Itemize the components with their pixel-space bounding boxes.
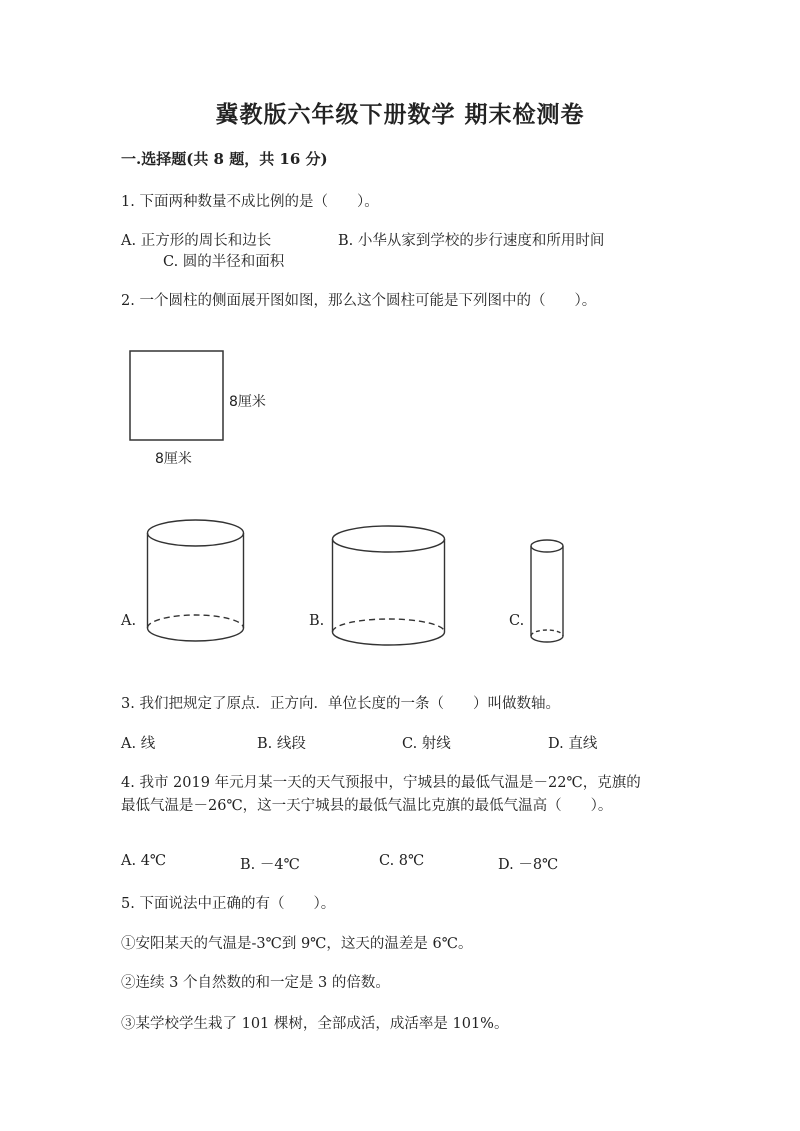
q1-option-c: C. 圆的半径和面积 <box>163 254 285 270</box>
q4-option-a: A. 4℃ <box>121 853 167 869</box>
q5-statement-2: ②连续 3 个自然数的和一定是 3 的倍数。 <box>121 975 390 991</box>
q2-stem: 2. 一个圆柱的侧面展开图如图，那么这个圆柱可能是下列图中的（ ）。 <box>121 293 597 309</box>
q5-statement-3: ③某学校学生栽了 101 棵树，全部成活，成活率是 101%。 <box>121 1016 509 1032</box>
cylinder-b <box>333 526 445 645</box>
net-bottom-label: 8厘米 <box>155 451 192 467</box>
q3-option-b: B. 线段 <box>257 736 306 752</box>
q3-stem: 3. 我们把规定了原点．正方向．单位长度的一条（ ）叫做数轴。 <box>121 696 560 712</box>
q3-option-c: C. 射线 <box>402 736 451 752</box>
cylinder-a-label: A. <box>121 613 137 629</box>
q1-option-a: A. 正方形的周长和边长 <box>121 233 272 249</box>
q4-stem-line1: 4. 我市 2019 年元月某一天的天气预报中，宁城县的最低气温是－22℃，克旗的 <box>121 775 641 791</box>
page-title: 冀教版六年级下册数学 期末检测卷 <box>215 101 585 128</box>
q5-stem: 5. 下面说法中正确的有（ ）。 <box>121 896 336 912</box>
q4-option-c: C. 8℃ <box>379 853 425 869</box>
q5-statement-1: ①安阳某天的气温是-3℃到 9℃，这天的温差是 6℃。 <box>121 936 473 952</box>
section-heading: 一.选择题(共 8 题，共 16 分) <box>121 150 328 168</box>
q3-option-d: D. 直线 <box>548 736 598 752</box>
q1-stem: 1. 下面两种数量不成比例的是（ ）。 <box>121 194 379 210</box>
q4-option-d: D. －8℃ <box>498 857 559 873</box>
cylinder-a <box>148 520 244 641</box>
cylinder-b-label: B. <box>309 613 325 629</box>
cylinder-c-label: C. <box>509 613 525 629</box>
cylinder-c <box>531 540 563 642</box>
q3-option-a: A. 线 <box>121 736 156 752</box>
q4-stem-line2: 最低气温是－26℃，这一天宁城县的最低气温比克旗的最低气温高（ ）。 <box>121 798 613 814</box>
net-side-label: 8厘米 <box>229 394 266 410</box>
net-square <box>130 351 223 440</box>
q4-option-b: B. －4℃ <box>240 857 300 873</box>
q1-option-b: B. 小华从家到学校的步行速度和所用时间 <box>338 233 605 249</box>
